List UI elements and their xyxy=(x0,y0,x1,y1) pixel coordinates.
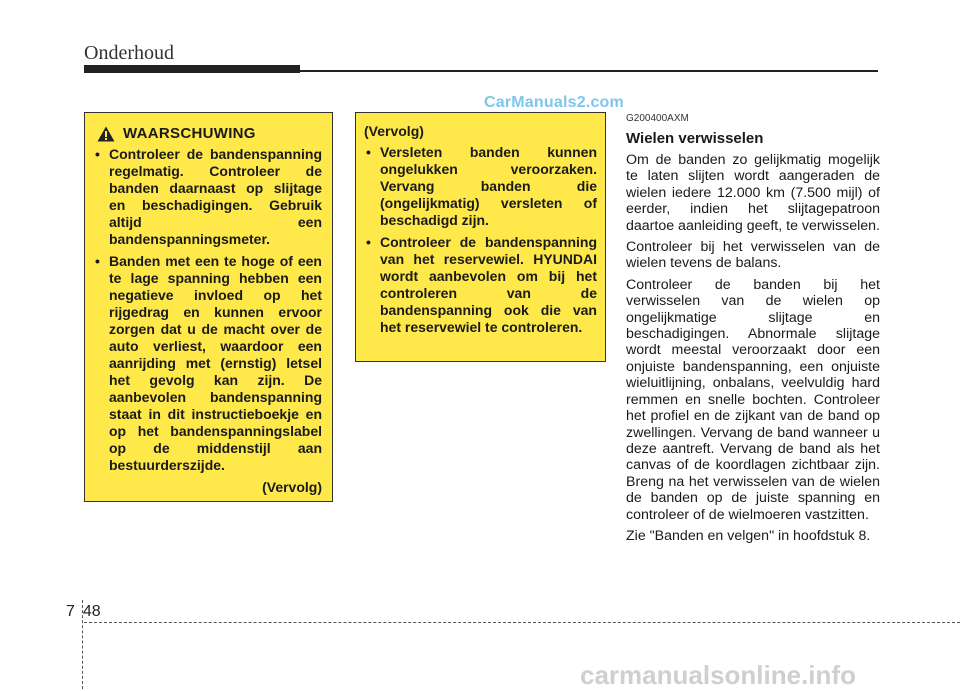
warning-list xyxy=(93,146,322,474)
list-item: • Banden met een te hoge of een te lage spanning hebben een negatieve invloed op het rijgedrag en kunnen ervoor zorgen dat u de macht over de auto verliest, waardoor een aanrijding met (ernstig) letsel het gevolg kan zijn. De aanbevolen bandenspanning staat in dit instructieboekje en op het bandenspanningslabel op de middenstijl aan bestuurderszijde. xyxy=(95,253,322,473)
warning-triangle-icon xyxy=(97,126,115,142)
page-number-value: 48 xyxy=(82,603,101,620)
header-bar xyxy=(84,65,300,73)
list-item: • Versleten banden kunnen ongelukken veroorzaken. Vervang banden die (ongelijkmatig) versleten of beschadigd zijn. xyxy=(366,144,597,228)
header-rule xyxy=(300,70,878,72)
paragraph: Zie "Banden en velgen" in hoofdstuk 8. xyxy=(626,527,871,544)
paragraph: Controleer de banden bij het verwisselen van de wielen op ongelijkmatige slijtage en beschadigingen. Abnormale slijtage wordt meestal veroorzaakt door een onjuiste bandenspanning, een onjuiste wieluitlijning, onbalans, veelvuldig hard remmen en snelle bochten. Controleer het profiel en de zijkant van de band op zwellingen. Vervang de band wanneer u deze aantreft. Vervang de band als het canvas of de koordlagen zichtbaar zijn. Breng na het verwisselen van de wielen de banden op de juiste spanning en controleer of de wielmoeren vastzitten. xyxy=(626,276,880,523)
warning-title: WAARSCHUWING xyxy=(123,125,256,142)
warning-box-continued xyxy=(355,112,606,362)
warning-list-2 xyxy=(364,144,597,336)
paragraph: Om de banden zo gelijkmatig mogelijk te laten slijten wordt aangeraden de wielen iedere 12.000 km (7.500 mijl) of eerder, indien het slijtagepatroon daartoe aanleiding geeft, te verwisselen. xyxy=(626,152,880,234)
section-code: G200400AXM xyxy=(626,113,689,124)
chapter-number: 7 xyxy=(66,603,75,620)
content-column xyxy=(626,113,880,549)
paragraph: Controleer bij het verwisselen van de wielen tevens de balans. xyxy=(626,239,880,272)
page-number xyxy=(66,603,101,621)
section-heading: Wielen verwisselen xyxy=(626,130,764,147)
warning-item-text: Banden met een te hoge of een te lage spanning hebben een negatieve invloed op het rijgedrag en kunnen ervoor zorgen dat u de macht over de auto verliest, waardoor een aanrijding met (ernstig) letsel het gevolg kan zijn. De aanbevolen bandenspanning staat in dit instructieboekje en op het bandenspanningslabel op de middenstijl aan bestuurderszijde. xyxy=(109,253,322,473)
watermark-top: CarManuals2.com xyxy=(484,94,624,111)
warning-box xyxy=(84,112,333,502)
warning-item-text: Versleten banden kunnen ongelukken veroorzaken. Vervang banden die (ongelijkmatig) versleten of beschadigd zijn. xyxy=(380,144,597,228)
warning-item-text: Controleer de bandenspanning van het reservewiel. HYUNDAI wordt aanbevolen om bij het controleren van de bandenspanning ook die van het reservewiel te controleren. xyxy=(380,234,597,335)
list-item: • Controleer de bandenspanning regelmatig. Controleer de banden daarnaast op slijtage en beschadigingen. Gebruik altijd een bandenspanningsmeter. xyxy=(95,146,322,247)
list-item: • Controleer de bandenspanning van het reservewiel. HYUNDAI wordt aanbevolen om bij het controleren van de bandenspanning ook die van het reservewiel te controleren. xyxy=(366,234,597,335)
footer-rule xyxy=(84,622,960,623)
continued-label: (Vervolg) xyxy=(262,479,322,495)
warning-item-text: Controleer de bandenspanning regelmatig. Controleer de banden daarnaast op slijtage en beschadigingen. Gebruik altijd een bandenspanningsmeter. xyxy=(109,146,322,247)
warning-header xyxy=(97,125,322,142)
watermark-bottom: carmanualsonline.info xyxy=(580,660,856,690)
header-title: Onderhoud xyxy=(84,42,174,64)
continued-title: (Vervolg) xyxy=(364,123,424,139)
